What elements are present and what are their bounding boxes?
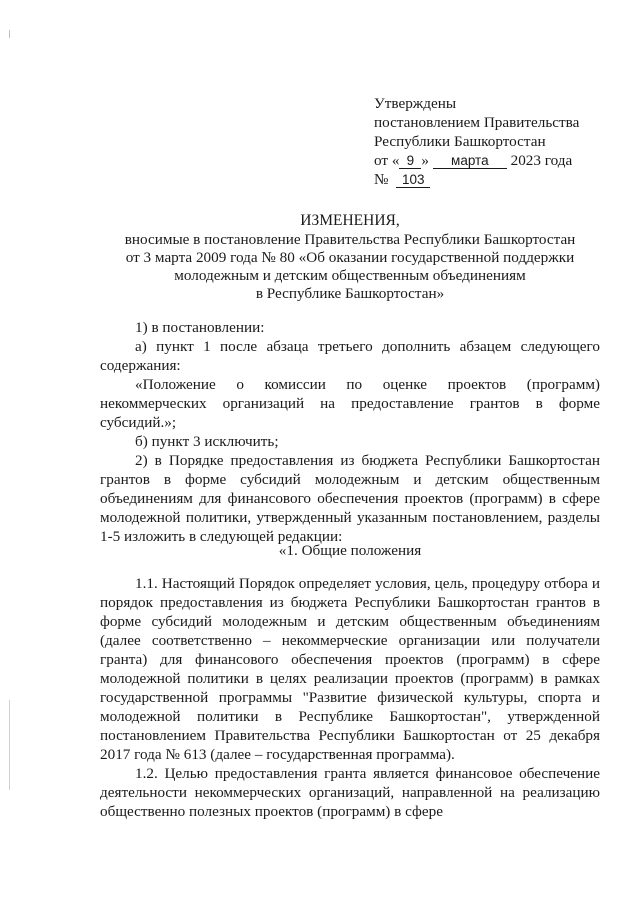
- date-mid: »: [421, 152, 430, 169]
- section-body: [100, 574, 600, 821]
- scan-artifact: [9, 30, 10, 38]
- number-prefix: №: [374, 171, 389, 188]
- approval-date: [374, 151, 579, 170]
- title-heading: ИЗМЕНЕНИЯ,: [300, 212, 400, 229]
- paragraph: «Положение о комиссии по оценке проектов (программ) некоммерческих организаций на предоставление грантов в форме субсидий.»;: [100, 376, 600, 431]
- title-line: вносимые в постановление Правительства Республики Башкортостан: [124, 231, 576, 248]
- approval-line: Утверждены: [374, 95, 457, 112]
- document-title: [100, 212, 600, 303]
- decree-number: 103: [396, 172, 430, 188]
- date-prefix: от «: [374, 152, 400, 169]
- title-line: молодежным и детским общественным объединениям: [174, 267, 526, 284]
- approval-line: Республики Башкортостан: [374, 133, 546, 150]
- date-day: 9: [399, 153, 421, 169]
- paragraph: б) пункт 3 исключить;: [135, 433, 279, 450]
- date-year: 2023 года: [510, 152, 573, 169]
- paragraph: 1) в постановлении:: [135, 319, 265, 336]
- paragraph: а) пункт 1 после абзаца третьего дополнить абзацем следующего содержания:: [100, 338, 600, 374]
- date-month: марта: [433, 153, 507, 169]
- approval-stamp: [374, 94, 579, 189]
- paragraph: 1.2. Целью предоставления гранта является финансовое обеспечение деятельности некоммерческих организаций, направленной на реализацию общественно полезных проектов (программ) в сфере: [100, 765, 600, 820]
- title-line: в Республике Башкортостан»: [255, 285, 445, 302]
- amendments-block: [100, 318, 600, 546]
- paragraph: 2) в Порядке предоставления из бюджета Республики Башкортостан грантов в форме субсидий молодежным и детским общественным объединениям для финансового обеспечения проектов (программ) в сфере молодежной политики, утвержденный указанным постановлением, разделы 1-5 изложить в следующей редакции:: [100, 452, 600, 545]
- title-line: от 3 марта 2009 года № 80 «Об оказании государственной поддержки: [125, 249, 575, 266]
- paragraph: 1.1. Настоящий Порядок определяет условия, цель, процедуру отбора и порядок предоставления из бюджета Республики Башкортостан грантов в форме субсидий молодежным и детским общественным объединениям (далее соответственно – некоммерческие организации или получатели гранта) для финансового обеспечения проектов (программ) в сфере молодежной политики в целях реализации проектов (программ) в рамках государственной программы "Развитие физической культуры, спорта и молодежной политики в Республике Башкортостан", утвержденной постановлением Правительства Республики Башкортостан от 25 декабря 2017 года № 613 (далее – государственная программа).: [100, 575, 600, 763]
- section-title: «1. Общие положения: [278, 542, 422, 559]
- approval-line: постановлением Правительства: [374, 114, 580, 131]
- scan-artifact: [9, 700, 10, 790]
- approval-number: [374, 170, 579, 189]
